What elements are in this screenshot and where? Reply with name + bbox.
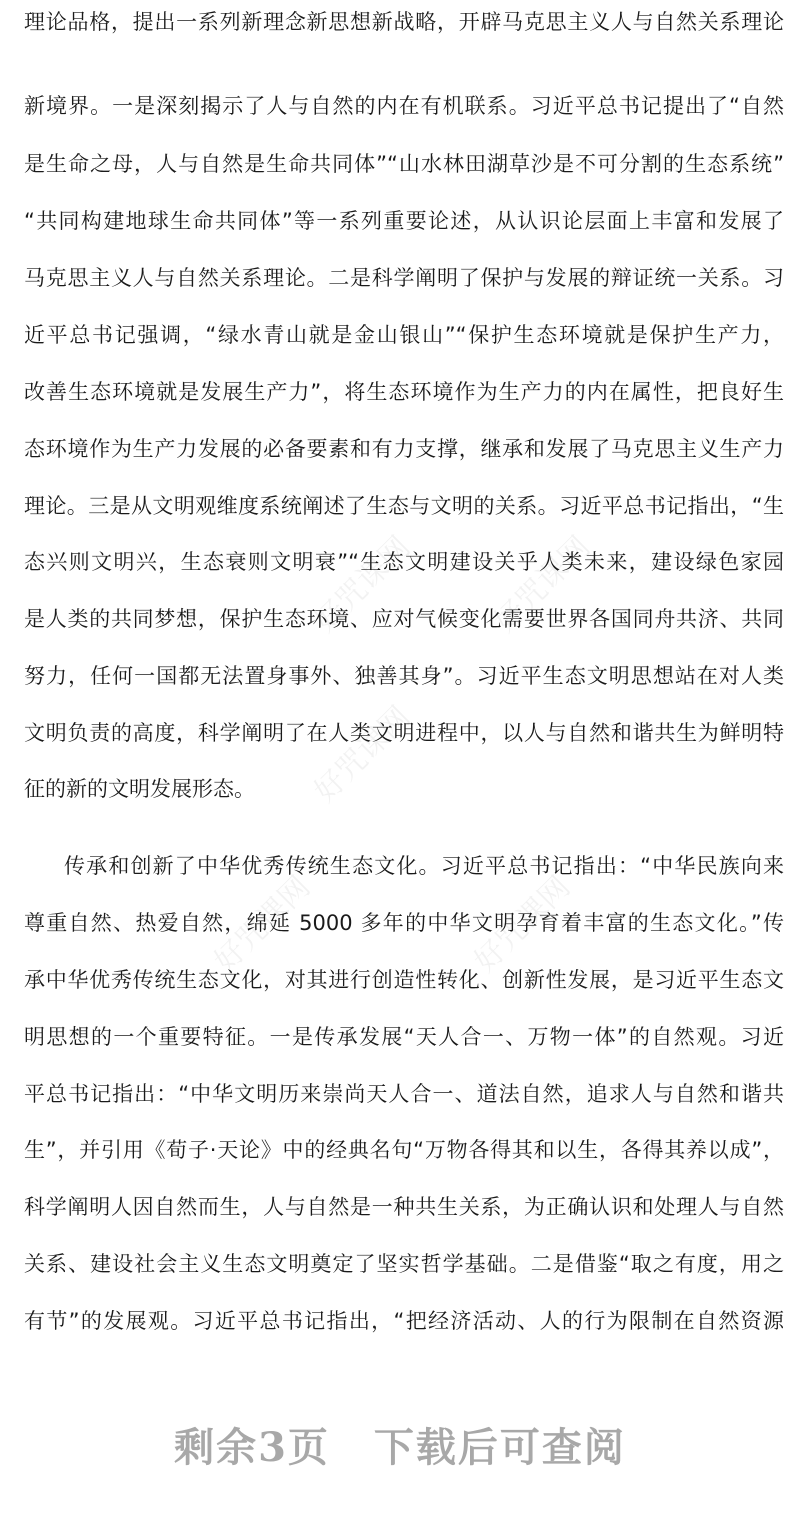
paragraph-line: 尊重自然、热爱自然，绵延 5000 多年的中华文明孕育着丰富的生态文化。”传 (24, 911, 784, 935)
paragraph-line: 平总书记指出：“中华文明历来崇尚天人合一、道法自然，追求人与自然和谐共 (24, 1082, 784, 1106)
paragraph-line: 理论品格，提出一系列新理念新思想新战略，开辟马克思主义人与自然关系理论 (24, 10, 784, 34)
paragraph-line: 科学阐明人因自然而生，人与自然是一种共生关系，为正确认识和处理人与自然 (24, 1195, 784, 1219)
paragraph-line: 文明负责的高度，科学阐明了在人类文明进程中，以人与自然和谐共生为鲜明特 (24, 721, 784, 745)
paragraph-line: 有节”的发展观。习近平总书记指出，“把经济活动、人的行为限制在自然资源 (24, 1309, 784, 1333)
watermark-text: 好咒课网 (307, 699, 418, 810)
paragraph-line: 关系、建设社会主义生态文明奠定了坚实哲学基础。二是借鉴“取之有度，用之 (24, 1252, 784, 1276)
watermark-text: 好咒课网 (207, 869, 318, 980)
paragraph-line: 新境界。一是深刻揭示了人与自然的内在有机联系。习近平总书记提出了“自然 (24, 94, 784, 118)
download-to-view-label: 下载后可查阅 (373, 1424, 626, 1471)
paragraph-line: 是人类的共同梦想，保护生态环境、应对气候变化需要世界各国同舟共济、共同 (24, 607, 784, 631)
paragraph-line: 承中华优秀传统生态文化，对其进行创造性转化、创新性发展，是习近平生态文 (24, 968, 784, 992)
paragraph-line: 态环境作为生产力发展的必备要素和有力支撑，继承和发展了马克思主义生产力 (24, 437, 784, 461)
paragraph-line: 理论。三是从文明观维度系统阐述了生态与文明的关系。习近平总书记指出，“生 (24, 494, 784, 518)
paragraph-line: 改善生态环境就是发展生产力”，将生态环境作为生产力的内在属性，把良好生 (24, 380, 784, 404)
remaining-pages-label: 剩余3页 (174, 1424, 330, 1471)
paragraph-line: 明思想的一个重要特征。一是传承发展“天人合一、万物一体”的自然观。习近 (24, 1025, 784, 1049)
watermark-text: 好咒课网 (307, 529, 418, 640)
watermark-text: 好咒课网 (487, 529, 598, 640)
watermark-text: 好咒课网 (467, 869, 578, 980)
paragraph-line: 是生命之母，人与自然是生命共同体”“山水林田湖草沙是不可分割的生态系统” (24, 152, 784, 176)
paragraph-line: 近平总书记强调，“绿水青山就是金山银山”“保护生态环境就是保护生产力， (24, 323, 784, 347)
paragraph-line: 态兴则文明兴，生态衰则文明衰”“生态文明建设关乎人类未来，建设绿色家园 (24, 550, 784, 574)
paragraph-line: 马克思主义人与自然关系理论。二是科学阐明了保护与发展的辩证统一关系。习 (24, 266, 784, 290)
paragraph-line: “共同构建地球生命共同体”等一系列重要论述，从认识论层面上丰富和发展了 (24, 209, 784, 233)
paragraph-line: 生”，并引用《荀子·天论》中的经典名句“万物各得其和以生，各得其养以成”， (24, 1138, 784, 1162)
paragraph-line: 征的新的文明发展形态。 (24, 777, 255, 801)
paragraph-line: 努力，任何一国都无法置身事外、独善其身”。习近平生态文明思想站在对人类 (24, 664, 784, 688)
paragraph-line: 传承和创新了中华优秀传统生态文化。习近平总书记指出：“中华民族向来 (64, 854, 784, 878)
download-prompt-banner[interactable] (0, 1418, 800, 1478)
